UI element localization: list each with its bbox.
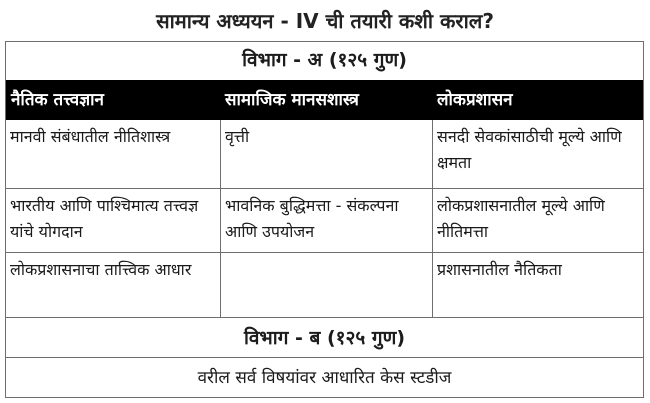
table-cell: भारतीय आणि पाश्चिमात्य तत्त्वज्ञ यांचे योगदान (10, 196, 199, 241)
table-cell: भावनिक बुद्धिमत्ता - संकल्पना आणि उपयोजन (220, 189, 432, 252)
table-cell: मानवी संबंधातील नीतिशास्त्र (10, 127, 171, 146)
section-a-heading: विभाग - अ (१२५ गुण) (242, 49, 407, 71)
syllabus-table (5, 41, 644, 398)
table-cell: लोकप्रशासनातील मूल्ये आणि नीतिमत्ता (432, 189, 643, 252)
table-header-row (6, 80, 643, 120)
table-row (6, 188, 643, 252)
table-cell: वृत्ती (220, 120, 432, 188)
column-header-social-psychology: सामाजिक मानसशास्त्र (225, 90, 359, 110)
case-studies-row: वरील सर्व विषयांवर आधारित केस स्टडीज (6, 357, 643, 397)
table-row (6, 120, 643, 188)
table-row (6, 252, 643, 317)
table-cell: सनदी सेवकांसाठीची मूल्ये आणि क्षमता (432, 120, 643, 188)
page-title: सामान्य अध्ययन - IV ची तयारी कशी कराल? (156, 9, 494, 33)
column-header-ethics: नैतिक तत्त्वज्ञान (11, 90, 104, 110)
table-cell (220, 253, 432, 317)
table-cell: लोकप्रशासनाचा तात्त्विक आधार (10, 260, 192, 279)
section-b-heading: विभाग - ब (१२५ गुण) (6, 317, 643, 357)
table-cell: प्रशासनातील नैतिकता (432, 253, 643, 317)
column-header-public-administration: लोकप्रशासन (437, 90, 513, 110)
